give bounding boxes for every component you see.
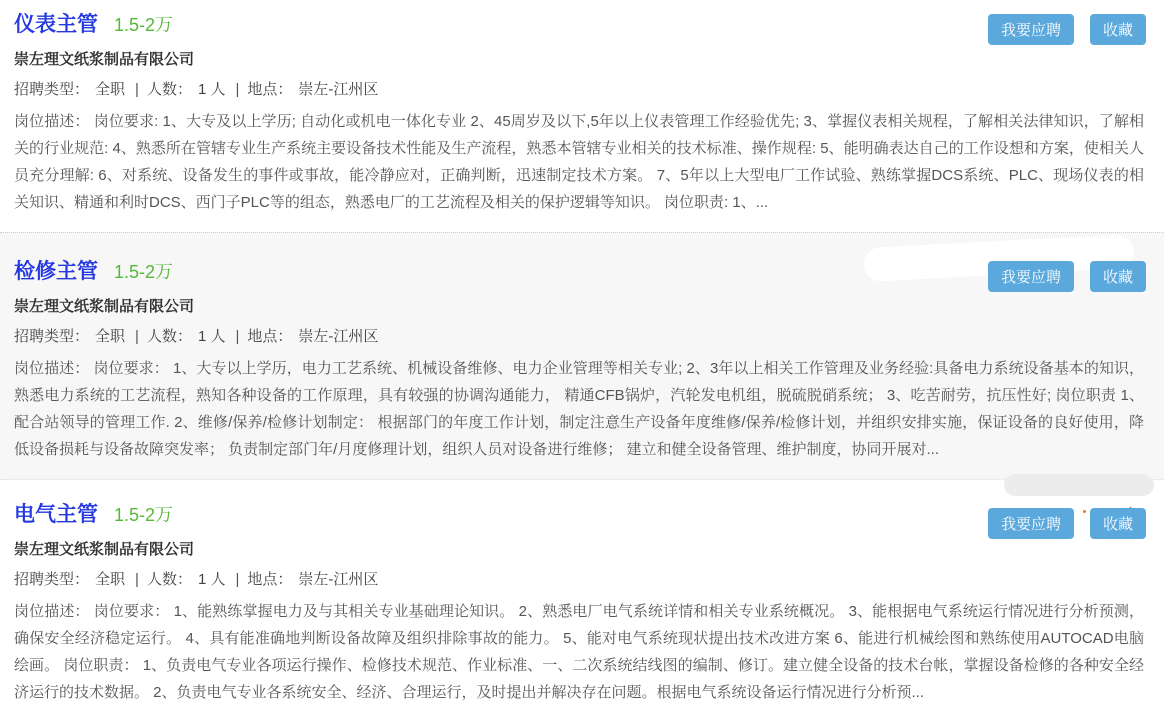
job-description: 岗位描述： 岗位要求: 1、大专及以上学历; 自动化或机电一体化专业 2、45周岁及以下,5年以上仪表管理工作经验优先; 3、掌握仪表相关规程，了解相关法律知识，了解相关的行业规范: 4、熟悉所在管辖专业生产系统主要设备技术性能及生产流程，熟悉本管辖专业相关的技术标准、操作规程: 5、能明确表达自己的工作设想和方案，使相关人员充分理解: 6、对系统、设备发生的事件或事故，能冷静应对，正确判断，迅速制定技术方案。 7、5年以上大型电厂工作试验、熟练掌握DCS系统、PLC、现场仪表的相关知识、精通和利时DCS、西门子PLC等的组态，熟悉电厂的工艺流程及相关的保护逻辑等知识。 岗位职责: 1、...	[14, 113, 1144, 211]
job-description: 岗位描述： 岗位要求： 1、大专以上学历，电力工艺系统、机械设备维修、电力企业管理等相关专业; 2、3年以上相关工作管理及业务经验:具备电力系统设备基本的知识，熟悉电力系统的工艺流程，熟知各种设备的工作原理，具有较强的协调沟通能力， 精通CFB锅炉，汽轮发电机组，脱硫脱硝系统； 3、吃苦耐劳，抗压性好; 岗位职责 1、配合站领导的管理工作. 2、维修/保养/检修计划制定： 根据部门的年度工作计划，制定注意生产设备年度维修/保养/检修计划，并组织安排实施，保证设备的良好使用，降低设备损耗与设备故障突发率； 负责制定部门年/月度修理计划，组织人员对设备进行维修； 建立和健全设备管理、维护制度，协同开展对...	[14, 360, 1144, 458]
apply-button[interactable]: 我要应聘	[988, 261, 1074, 292]
meta-type-value: 全职	[95, 571, 126, 588]
meta-type-label: 招聘类型：	[14, 571, 90, 588]
apply-button[interactable]: 我要应聘	[988, 14, 1074, 45]
meta-type-label: 招聘类型：	[14, 328, 90, 345]
meta-count-value: 1 人	[197, 81, 226, 98]
salary-label: 1.5-2万	[114, 505, 174, 525]
favorite-button[interactable]: 收藏	[1090, 261, 1146, 292]
meta-type-value: 全职	[95, 81, 126, 98]
job-title[interactable]: 仪表主管	[14, 13, 98, 36]
job-meta-row	[14, 325, 1144, 346]
scroll-artifact	[1004, 474, 1154, 496]
meta-separator: |	[235, 571, 240, 588]
card-header	[14, 498, 1144, 528]
meta-separator: |	[235, 81, 240, 98]
favorite-button[interactable]: 收藏	[1090, 14, 1146, 45]
salary-label: 1.5-2万	[114, 262, 174, 282]
job-card	[0, 232, 1164, 480]
meta-separator: |	[135, 328, 139, 345]
meta-location-label: 地点：	[247, 328, 293, 345]
meta-location-value: 崇左-江州区	[298, 571, 379, 588]
meta-location-label: 地点：	[247, 571, 293, 588]
meta-count-label: 人数：	[146, 328, 192, 345]
salary-label: 1.5-2万	[114, 15, 174, 35]
company-name: 崇左理文纸浆制品有限公司	[14, 541, 195, 558]
job-card	[0, 480, 1164, 722]
job-description: 岗位描述： 岗位要求： 1、能熟练掌握电力及与其相关专业基础理论知识。 2、熟悉电厂电气系统详情和相关专业系统概况。 3、能根据电气系统运行情况进行分析预测，确保安全经济稳定运行。 4、具有能准确地判断设备故障及组织排除事故的能力。 5、能对电气系统现状提出技术改进方案 6、能进行机械绘图和熟练使用AUTOCAD电脑绘画。 岗位职责： 1、负责电气专业各项运行操作、检修技术规范、作业标准、一、二次系统结线图的编制、修订。建立健全设备的技术台帐，掌握设备检修的各种安全经济运行的技术数据。 2、负责电气专业各系统安全、经济、合理运行，及时提出并解决存在问题。根据电气系统设备运行情况进行分析预...	[14, 603, 1144, 701]
meta-location-label: 地点：	[247, 81, 293, 98]
job-meta-row	[14, 568, 1144, 589]
meta-type-value: 全职	[95, 328, 126, 345]
company-name: 崇左理文纸浆制品有限公司	[14, 51, 195, 68]
job-title[interactable]: 电气主管	[14, 503, 98, 526]
meta-location-value: 崇左-江州区	[298, 81, 379, 98]
card-actions	[988, 261, 1146, 292]
company-name: 崇左理文纸浆制品有限公司	[14, 298, 195, 315]
apply-button[interactable]: 我要应聘	[988, 508, 1074, 539]
card-actions	[988, 14, 1146, 45]
favorite-button[interactable]: 收藏	[1090, 508, 1146, 539]
card-actions	[988, 508, 1146, 539]
meta-count-value: 1 人	[197, 328, 226, 345]
meta-separator: |	[235, 328, 240, 345]
meta-location-value: 崇左-江州区	[298, 328, 379, 345]
meta-type-label: 招聘类型：	[14, 81, 90, 98]
job-card	[0, 0, 1164, 232]
job-title[interactable]: 检修主管	[14, 260, 98, 283]
job-meta-row	[14, 78, 1144, 99]
meta-count-value: 1 人	[197, 571, 226, 588]
card-header	[14, 8, 1144, 38]
meta-count-label: 人数：	[146, 81, 192, 98]
meta-separator: |	[135, 81, 139, 98]
meta-count-label: 人数：	[146, 571, 192, 588]
meta-separator: |	[135, 571, 139, 588]
